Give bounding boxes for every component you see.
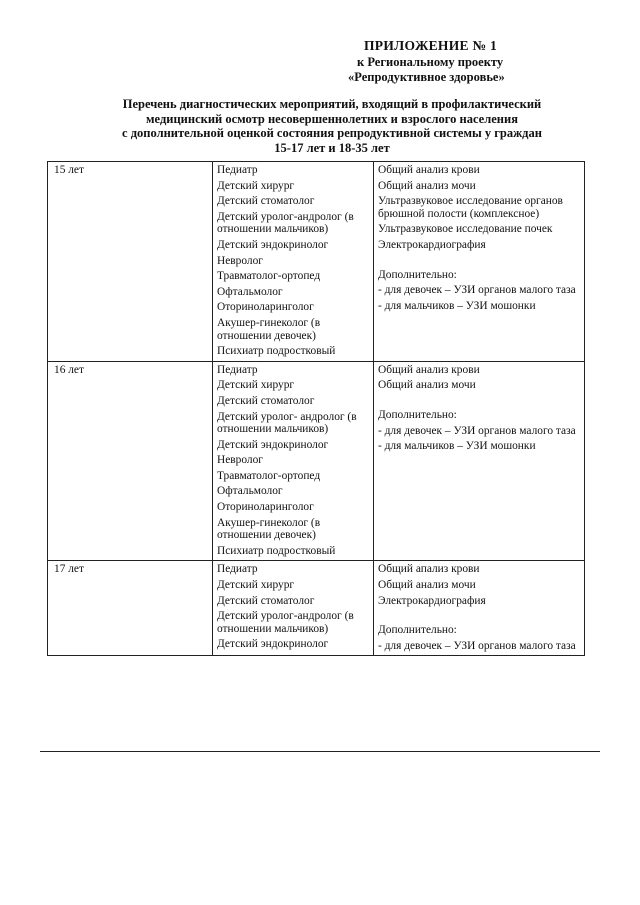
additional-label: Дополнительно:: [378, 624, 457, 637]
specialist-item: Педиатр: [217, 563, 258, 576]
exam-item: Ультразвуковое исследование органов брюшной полости (комплексное): [378, 195, 563, 220]
exam-item: Общий анализ крови: [378, 164, 480, 176]
table-row: [48, 361, 585, 561]
appendix-project-line: к Региональному проекту: [357, 55, 504, 69]
specialist-item: Офтальмолог: [217, 485, 283, 498]
specialist-item: Детский эндокринолог: [217, 638, 329, 651]
specialist-item: Оториноларинголог: [217, 301, 314, 314]
specialist-item: Детский стоматолог: [217, 594, 315, 607]
specialist-item: Психиатр подростковый: [217, 345, 336, 358]
specialist-item: Детский стоматолог: [217, 394, 315, 407]
specialist-item: Офтальмолог: [217, 285, 283, 298]
exams-cell: [374, 561, 585, 656]
exams-cell: [374, 361, 585, 561]
specialist-item: Травматолог-ортопед: [217, 469, 321, 482]
specialist-item: Детский эндокринолог: [217, 438, 329, 451]
heading-line: Перечень диагностических мероприятий, входящий в профилактический: [122, 97, 542, 111]
exam-item: Электрокардиография: [378, 238, 486, 251]
appendix-title: ПРИЛОЖЕНИЕ № 1: [364, 38, 498, 53]
specialists-cell: [213, 162, 374, 362]
exam-item: Общий анализ мочи: [378, 579, 476, 592]
age-cell: 17 лет: [48, 561, 213, 656]
additional-exam-item: - для девочек – УЗИ органов малого таза: [378, 284, 576, 297]
exams-cell: [374, 162, 585, 362]
age-cell: 16 лет: [48, 361, 213, 561]
document-heading: [72, 97, 592, 155]
specialist-item: Невролог: [217, 454, 263, 467]
spacer: [378, 610, 580, 624]
exam-item: Электрокардиография: [378, 594, 486, 607]
specialist-item: Детский уролог- андролог (в отношении мальчиков): [217, 410, 357, 436]
examinations-table: [47, 161, 585, 656]
heading-line: медицинский осмотр несовершеннолетних и взрослого населения: [146, 111, 518, 126]
specialist-item: Детский хирург: [217, 379, 295, 392]
specialist-item: Акушер-гинеколог (в отношении девочек): [217, 316, 321, 342]
spacer: [378, 255, 580, 269]
additional-label: Дополнительно:: [378, 268, 457, 281]
additional-exam-item: - для мальчиков – УЗИ мошонки: [378, 299, 536, 312]
bottom-divider: [40, 751, 600, 752]
heading-line: 15-17 лет и 18-35 лет: [274, 140, 390, 155]
specialist-item: Детский уролог-андролог (в отношении мальчиков): [217, 610, 354, 635]
additional-exam-item: - для мальчиков – УЗИ мошонки: [378, 440, 536, 453]
examinations-table-body: [48, 162, 585, 656]
additional-exam-item: - для девочек – УЗИ органов малого таза: [378, 424, 576, 437]
spacer: [378, 395, 580, 409]
additional-exam-item: - для девочек – УЗИ органов малого таза: [378, 639, 576, 652]
specialist-item: Детский эндокринолог: [217, 238, 329, 251]
specialist-item: Невролог: [217, 254, 263, 267]
exam-item: Общий анализ мочи: [378, 179, 476, 192]
specialist-item: Педиатр: [217, 363, 258, 376]
specialist-item: Педиатр: [217, 164, 258, 176]
specialist-item: Детский уролог-андролог (в отношении мальчиков): [217, 210, 354, 236]
additional-label: Дополнительно:: [378, 408, 457, 421]
specialists-cell: [213, 561, 374, 656]
table-row: [48, 561, 585, 656]
age-cell: 15 лет: [48, 162, 213, 362]
appendix-project-name: «Репродуктивное здоровье»: [348, 70, 505, 84]
exam-item: Общий анализ крови: [378, 363, 480, 376]
exam-item: Ультразвуковое исследование почек: [378, 223, 553, 236]
specialist-item: Травматолог-ортопед: [217, 270, 321, 283]
specialist-item: Акушер-гинеколог (в отношении девочек): [217, 516, 321, 542]
table-row: [48, 162, 585, 362]
heading-line: с дополнительной оценкой состояния репродуктивной системы у граждан: [122, 126, 542, 141]
specialist-item: Детский стоматолог: [217, 195, 315, 208]
specialist-item: Детский хирург: [217, 179, 295, 192]
specialists-cell: [213, 361, 374, 561]
specialist-item: Детский хирург: [217, 579, 295, 592]
exam-item: Общий анализ мочи: [378, 379, 476, 392]
specialist-item: Психиатр подростковый: [217, 544, 336, 557]
specialist-item: Оториноларинголог: [217, 501, 314, 514]
exam-item: Общий апализ крови: [378, 563, 480, 576]
